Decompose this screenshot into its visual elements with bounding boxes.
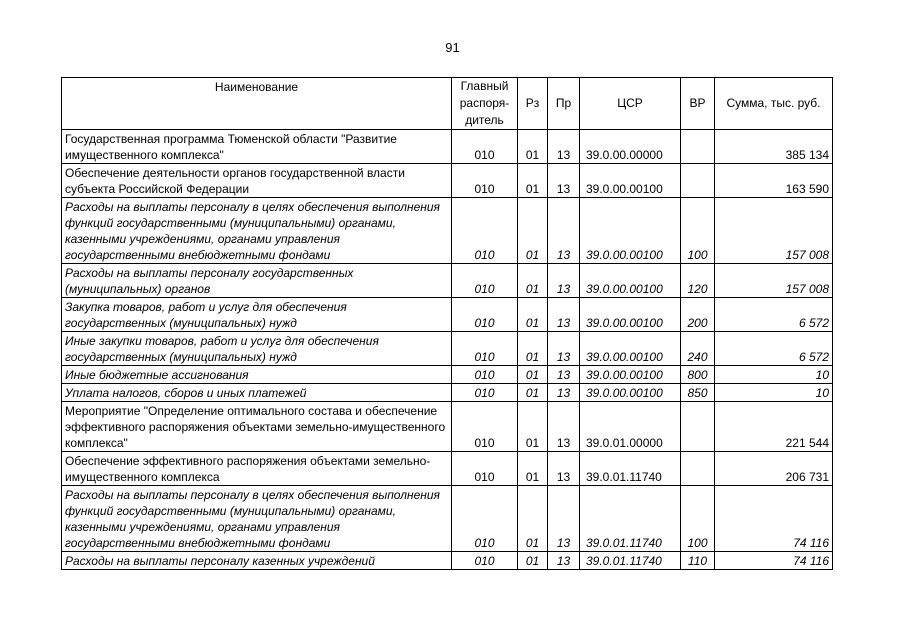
budget-table xyxy=(61,77,833,570)
cell-pr: 13 xyxy=(548,164,580,198)
cell-sum: 163 590 xyxy=(715,164,833,198)
table-row xyxy=(62,164,833,198)
cell-pr: 13 xyxy=(548,486,580,552)
cell-name: Закупка товаров, работ и услуг для обеспечения государственных (муниципальных) нужд xyxy=(62,298,452,332)
table-row xyxy=(62,552,833,570)
cell-sum: 6 572 xyxy=(715,298,833,332)
cell-admin: 010 xyxy=(452,366,518,384)
cell-pr: 13 xyxy=(548,402,580,452)
cell-admin: 010 xyxy=(452,130,518,164)
cell-vr: 850 xyxy=(681,384,715,402)
cell-vr: 100 xyxy=(681,198,715,264)
cell-rz: 01 xyxy=(518,384,548,402)
cell-sum: 6 572 xyxy=(715,332,833,366)
cell-sum: 385 134 xyxy=(715,130,833,164)
cell-rz: 01 xyxy=(518,452,548,486)
page-number: 91 xyxy=(445,40,460,55)
cell-rz: 01 xyxy=(518,130,548,164)
cell-name: Обеспечение деятельности органов государственной власти субъекта Российской Федерации xyxy=(62,164,452,198)
cell-csr: 39.0.00.00100 xyxy=(580,198,681,264)
cell-pr: 13 xyxy=(548,452,580,486)
cell-rz: 01 xyxy=(518,552,548,570)
cell-admin: 010 xyxy=(452,552,518,570)
cell-sum: 10 xyxy=(715,366,833,384)
cell-name: Мероприятие "Определение оптимального состава и обеспечение эффективного распоряжения объектами земельно-имущественного комплекса" xyxy=(62,402,452,452)
cell-rz: 01 xyxy=(518,264,548,298)
cell-admin: 010 xyxy=(452,452,518,486)
cell-admin: 010 xyxy=(452,198,518,264)
cell-vr xyxy=(681,164,715,198)
cell-csr: 39.0.01.11740 xyxy=(580,486,681,552)
table-row xyxy=(62,332,833,366)
cell-admin: 010 xyxy=(452,332,518,366)
cell-admin: 010 xyxy=(452,384,518,402)
cell-csr: 39.0.00.00100 xyxy=(580,264,681,298)
cell-rz: 01 xyxy=(518,486,548,552)
table-row xyxy=(62,298,833,332)
cell-rz: 01 xyxy=(518,298,548,332)
cell-name: Расходы на выплаты персоналу в целях обеспечения выполнения функций государственными (муниципальными) органами, казенными учреждениями, органами управления государственными внебюджетными фондами xyxy=(62,486,452,552)
cell-csr: 39.0.00.00100 xyxy=(580,164,681,198)
cell-csr: 39.0.00.00100 xyxy=(580,298,681,332)
header-admin: Главный распоря-дитель xyxy=(452,78,518,130)
cell-rz: 01 xyxy=(518,332,548,366)
cell-pr: 13 xyxy=(548,366,580,384)
cell-pr: 13 xyxy=(548,298,580,332)
cell-name: Расходы на выплаты персоналу казенных учреждений xyxy=(62,552,452,570)
table-row xyxy=(62,130,833,164)
cell-sum: 74 116 xyxy=(715,486,833,552)
table-row xyxy=(62,452,833,486)
cell-rz: 01 xyxy=(518,402,548,452)
table-row xyxy=(62,402,833,452)
cell-csr: 39.0.00.00100 xyxy=(580,366,681,384)
cell-vr xyxy=(681,452,715,486)
cell-admin: 010 xyxy=(452,486,518,552)
cell-admin: 010 xyxy=(452,298,518,332)
cell-admin: 010 xyxy=(452,264,518,298)
table-row xyxy=(62,264,833,298)
cell-name: Иные бюджетные ассигнования xyxy=(62,366,452,384)
cell-name: Иные закупки товаров, работ и услуг для обеспечения государственных (муниципальных) нужд xyxy=(62,332,452,366)
cell-vr: 110 xyxy=(681,552,715,570)
cell-vr: 240 xyxy=(681,332,715,366)
cell-pr: 13 xyxy=(548,198,580,264)
table-row xyxy=(62,384,833,402)
cell-sum: 157 008 xyxy=(715,198,833,264)
header-sum: Сумма, тыс. руб. xyxy=(715,78,833,130)
cell-name: Уплата налогов, сборов и иных платежей xyxy=(62,384,452,402)
cell-vr xyxy=(681,402,715,452)
cell-csr: 39.0.00.00100 xyxy=(580,332,681,366)
cell-sum: 74 116 xyxy=(715,552,833,570)
cell-csr: 39.0.01.00000 xyxy=(580,402,681,452)
header-name: Наименование xyxy=(62,78,452,130)
table-header-row xyxy=(62,78,833,130)
cell-pr: 13 xyxy=(548,384,580,402)
cell-sum: 10 xyxy=(715,384,833,402)
cell-pr: 13 xyxy=(548,552,580,570)
cell-csr: 39.0.00.00100 xyxy=(580,384,681,402)
table-row xyxy=(62,198,833,264)
cell-admin: 010 xyxy=(452,402,518,452)
cell-csr: 39.0.01.11740 xyxy=(580,452,681,486)
cell-name: Расходы на выплаты персоналу государственных (муниципальных) органов xyxy=(62,264,452,298)
header-csr: ЦСР xyxy=(580,78,681,130)
cell-vr: 200 xyxy=(681,298,715,332)
cell-pr: 13 xyxy=(548,264,580,298)
header-rz: Рз xyxy=(518,78,548,130)
cell-sum: 157 008 xyxy=(715,264,833,298)
cell-name: Государственная программа Тюменской области "Развитие имущественного комплекса" xyxy=(62,130,452,164)
table-body xyxy=(62,130,833,570)
cell-vr: 800 xyxy=(681,366,715,384)
cell-vr xyxy=(681,130,715,164)
header-pr: Пр xyxy=(548,78,580,130)
cell-rz: 01 xyxy=(518,164,548,198)
cell-name: Расходы на выплаты персоналу в целях обеспечения выполнения функций государственными (муниципальными) органами, казенными учреждениями, органами управления государственными внебюджетными фондами xyxy=(62,198,452,264)
cell-sum: 206 731 xyxy=(715,452,833,486)
table-row xyxy=(62,486,833,552)
cell-vr: 120 xyxy=(681,264,715,298)
cell-pr: 13 xyxy=(548,332,580,366)
cell-csr: 39.0.00.00000 xyxy=(580,130,681,164)
cell-rz: 01 xyxy=(518,366,548,384)
table-row xyxy=(62,366,833,384)
cell-pr: 13 xyxy=(548,130,580,164)
cell-sum: 221 544 xyxy=(715,402,833,452)
cell-name: Обеспечение эффективного распоряжения объектами земельно-имущественного комплекса xyxy=(62,452,452,486)
cell-csr: 39.0.01.11740 xyxy=(580,552,681,570)
cell-rz: 01 xyxy=(518,198,548,264)
cell-admin: 010 xyxy=(452,164,518,198)
cell-vr: 100 xyxy=(681,486,715,552)
header-vr: ВР xyxy=(681,78,715,130)
